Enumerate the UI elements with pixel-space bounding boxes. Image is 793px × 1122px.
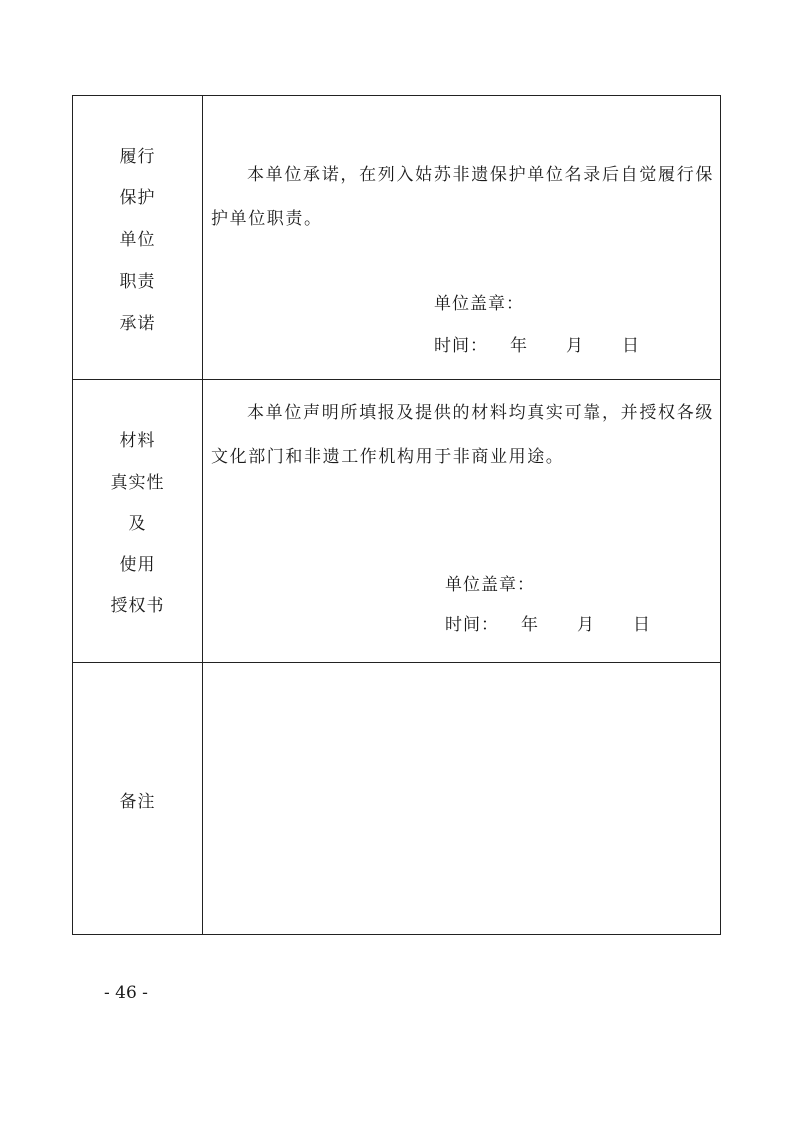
- label-line: 单位: [119, 230, 156, 250]
- month-label: 月: [577, 615, 595, 635]
- label-line: 材料: [119, 431, 156, 451]
- authorization-label-cell: [73, 380, 202, 662]
- label-line: 授权书: [110, 596, 165, 616]
- commitment-row: [73, 96, 720, 379]
- authorization-row: [73, 379, 720, 662]
- label-line: 履行: [119, 147, 156, 167]
- label-line: 职责: [119, 272, 156, 292]
- remarks-content-cell[interactable]: [203, 663, 720, 934]
- commitment-label-cell: [73, 96, 202, 379]
- authorization-text: 本单位声明所填报及提供的材料均真实可靠，并授权各级文化部门和非遗工作机构用于非商业用途。: [211, 403, 714, 467]
- label-line: 及: [128, 514, 147, 534]
- day-label: 日: [633, 615, 651, 635]
- date-label: 时间：: [434, 336, 488, 356]
- seal-label: 单位盖章：: [434, 294, 524, 314]
- authorization-content-cell: [203, 380, 720, 662]
- commitment-content-cell: [203, 96, 720, 379]
- label-line: 使用: [119, 555, 156, 575]
- label-line: 承诺: [119, 314, 156, 334]
- date-label: 时间：: [445, 615, 499, 635]
- seal-label: 单位盖章：: [445, 575, 535, 595]
- year-label: 年: [510, 336, 528, 356]
- form-table: [72, 95, 721, 935]
- remarks-row: [73, 662, 720, 934]
- remarks-label: 备注: [119, 792, 156, 812]
- year-label: 年: [521, 615, 539, 635]
- remarks-label-cell: [73, 663, 202, 934]
- label-line: 保护: [119, 188, 156, 208]
- label-line: 真实性: [110, 473, 165, 493]
- day-label: 日: [622, 336, 640, 356]
- commitment-text: 本单位承诺，在列入姑苏非遗保护单位名录后自觉履行保护单位职责。: [211, 165, 714, 229]
- page-number: - 46 -: [104, 983, 148, 1003]
- month-label: 月: [566, 336, 584, 356]
